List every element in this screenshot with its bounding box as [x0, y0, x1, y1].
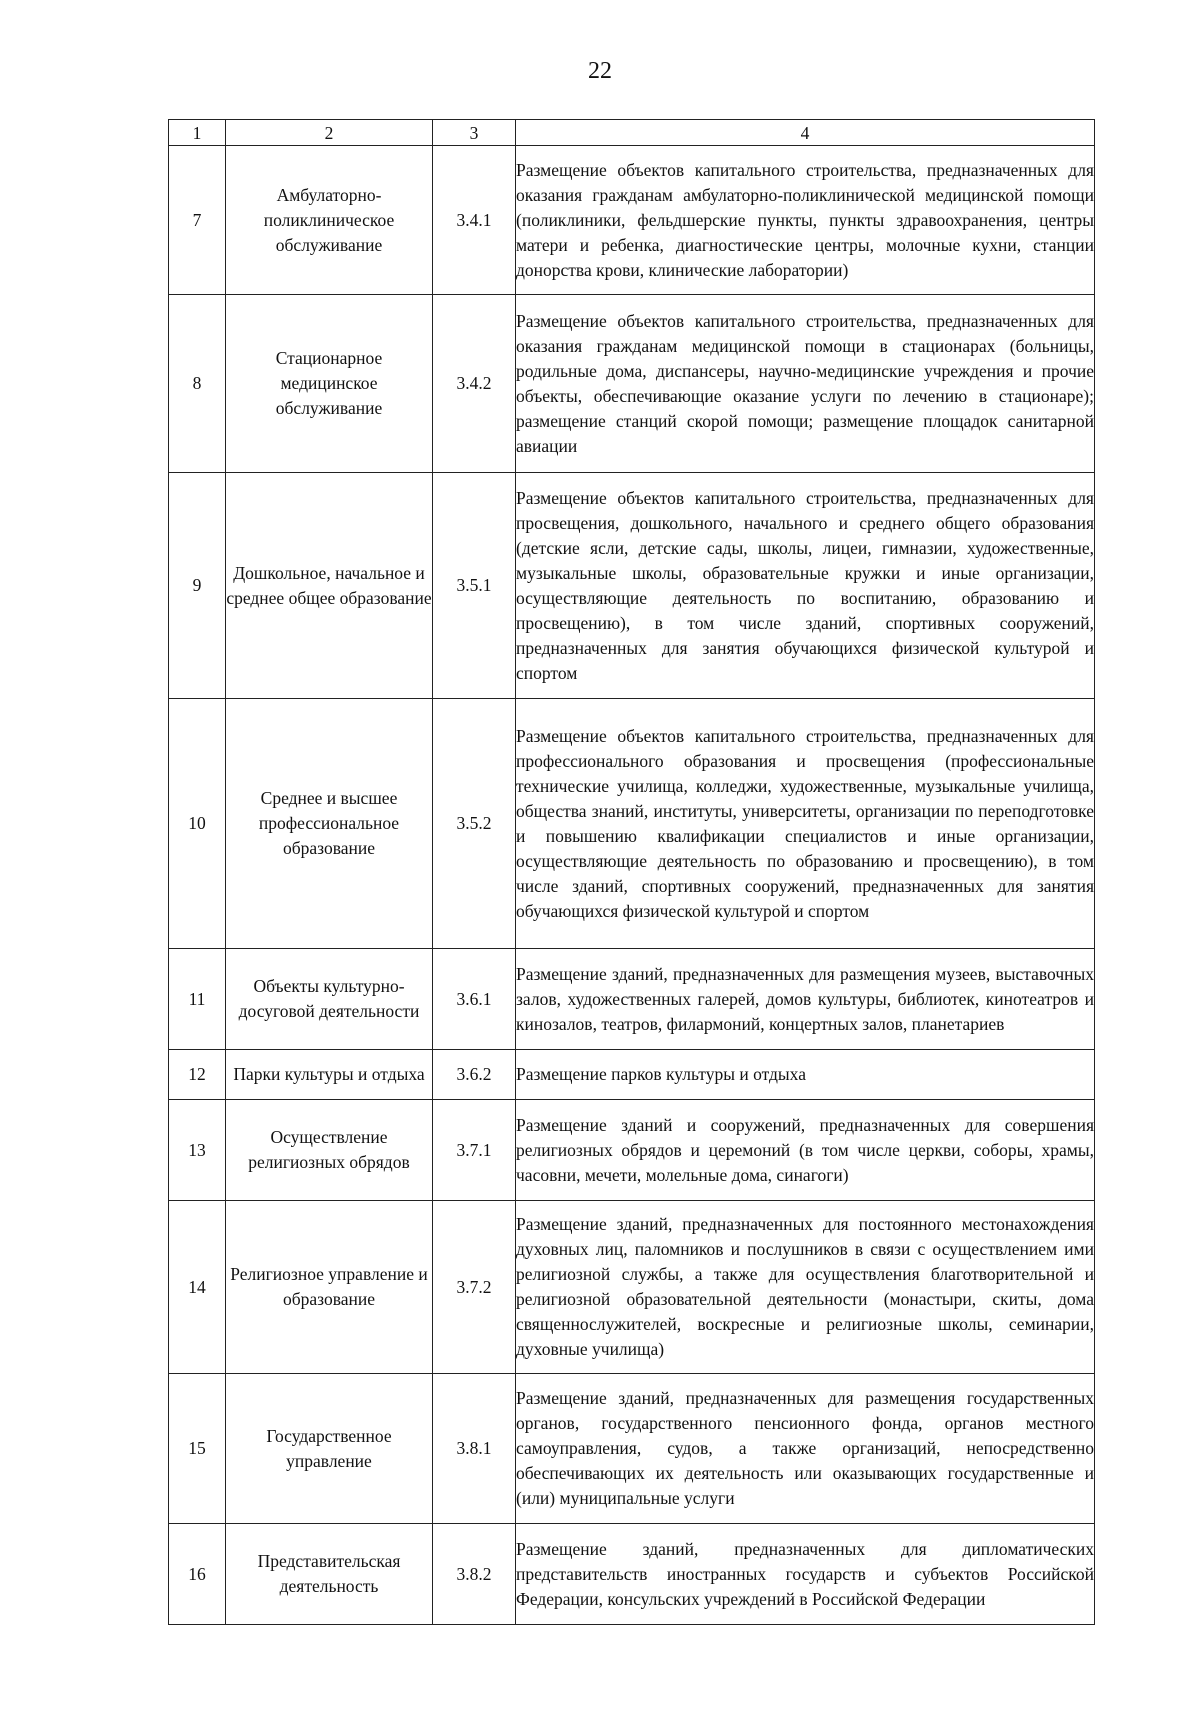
- row-number: 12: [169, 1050, 226, 1100]
- use-type-code: 3.5.2: [433, 699, 516, 949]
- use-type-code: 3.6.1: [433, 949, 516, 1050]
- row-number: 11: [169, 949, 226, 1050]
- header-cell-1: 1: [169, 120, 226, 146]
- row-number: 13: [169, 1100, 226, 1201]
- table-row: [169, 473, 1095, 699]
- row-number: 9: [169, 473, 226, 699]
- use-type-name: Среднее и высшее профессиональное образование: [226, 699, 433, 949]
- use-type-code: 3.7.1: [433, 1100, 516, 1201]
- use-type-name: Стационарное медицинское обслуживание: [226, 295, 433, 473]
- use-type-code: 3.8.1: [433, 1374, 516, 1524]
- row-number: 10: [169, 699, 226, 949]
- row-number: 14: [169, 1201, 226, 1374]
- use-type-name: Представительская деятельность: [226, 1524, 433, 1625]
- table-row: [169, 1100, 1095, 1201]
- use-type-name: Амбулаторно-поликлиническое обслуживание: [226, 146, 433, 295]
- use-type-description: Размещение зданий, предназначенных для размещения государственных органов, государственного пенсионного фонда, органов местного самоуправления, судов, а также организаций, непосредственно обеспечивающих их деятельность или оказывающих государственные и (или) муниципальные услуги: [516, 1374, 1095, 1524]
- row-number: 7: [169, 146, 226, 295]
- header-cell-3: 3: [433, 120, 516, 146]
- use-type-description: Размещение зданий и сооружений, предназначенных для совершения религиозных обрядов и церемоний (в том числе церкви, соборы, храмы, часовни, мечети, молельные дома, синагоги): [516, 1100, 1095, 1201]
- table-row: [169, 699, 1095, 949]
- land-use-table: [168, 119, 1095, 1625]
- use-type-name: Объекты культурно-досуговой деятельности: [226, 949, 433, 1050]
- table-row: [169, 1201, 1095, 1374]
- page-number: 22: [588, 58, 612, 84]
- use-type-description: Размещение объектов капитального строительства, предназначенных для оказания гражданам амбулаторно-поликлинической медицинской помощи (поликлиники, фельдшерские пункты, пункты здравоохранения, центры матери и ребенка, диагностические центры, молочные кухни, станции донорства крови, клинические лаборатории): [516, 146, 1095, 295]
- use-type-description: Размещение зданий, предназначенных для размещения музеев, выставочных залов, художественных галерей, домов культуры, библиотек, кинотеатров и кинозалов, театров, филармоний, концертных залов, планетариев: [516, 949, 1095, 1050]
- use-type-name: Осуществление религиозных обрядов: [226, 1100, 433, 1201]
- use-type-code: 3.4.2: [433, 295, 516, 473]
- use-type-description: Размещение зданий, предназначенных для дипломатических представительств иностранных государств и субъектов Российской Федерации, консульских учреждений в Российской Федерации: [516, 1524, 1095, 1625]
- use-type-name: Религиозное управление и образование: [226, 1201, 433, 1374]
- use-type-description: Размещение зданий, предназначенных для постоянного местонахождения духовных лиц, паломников и послушников в связи с осуществлением ими религиозной службы, а также для осуществления благотворительной и религиозной образовательной деятельности (монастыри, скиты, дома священнослужителей, воскресные и религиозные школы, семинарии, духовные училища): [516, 1201, 1095, 1374]
- table-row: [169, 295, 1095, 473]
- use-type-description: Размещение парков культуры и отдыха: [516, 1050, 1095, 1100]
- table-row: [169, 1050, 1095, 1100]
- use-type-code: 3.7.2: [433, 1201, 516, 1374]
- use-type-name: Парки культуры и отдыха: [226, 1050, 433, 1100]
- use-type-description: Размещение объектов капитального строительства, предназначенных для просвещения, дошкольного, начального и среднего общего образования (детские ясли, детские сады, школы, лицеи, гимназии, художественные, музыкальные школы, образовательные кружки и иные организации, осуществляющие деятельность по воспитанию, образованию и просвещению), в том числе зданий, спортивных сооружений, предназначенных для занятия обучающихся физической культурой и спортом: [516, 473, 1095, 699]
- row-number: 8: [169, 295, 226, 473]
- table-row: [169, 146, 1095, 295]
- use-type-code: 3.4.1: [433, 146, 516, 295]
- header-cell-2: 2: [226, 120, 433, 146]
- row-number: 16: [169, 1524, 226, 1625]
- use-type-code: 3.6.2: [433, 1050, 516, 1100]
- use-type-name: Дошкольное, начальное и среднее общее образование: [226, 473, 433, 699]
- use-type-description: Размещение объектов капитального строительства, предназначенных для профессионального образования и просвещения (профессиональные технические училища, колледжи, художественные, музыкальные училища, общества знаний, институты, университеты, организации по переподготовке и повышению квалификации специалистов и иные организации, осуществляющие деятельность по образованию и просвещению), в том числе зданий, спортивных сооружений, предназначенных для занятия обучающихся физической культурой и спортом: [516, 699, 1095, 949]
- table-row: [169, 1524, 1095, 1625]
- row-number: 15: [169, 1374, 226, 1524]
- table-row: [169, 949, 1095, 1050]
- use-type-code: 3.5.1: [433, 473, 516, 699]
- use-type-code: 3.8.2: [433, 1524, 516, 1625]
- use-type-description: Размещение объектов капитального строительства, предназначенных для оказания гражданам медицинской помощи в стационарах (больницы, родильные дома, диспансеры, научно-медицинские учреждения и прочие объекты, обеспечивающие оказание услуги по лечению в стационаре); размещение станций скорой помощи; размещение площадок санитарной авиации: [516, 295, 1095, 473]
- table-row: [169, 1374, 1095, 1524]
- header-cell-4: 4: [516, 120, 1095, 146]
- use-type-name: Государственное управление: [226, 1374, 433, 1524]
- table-header-row: [169, 120, 1095, 146]
